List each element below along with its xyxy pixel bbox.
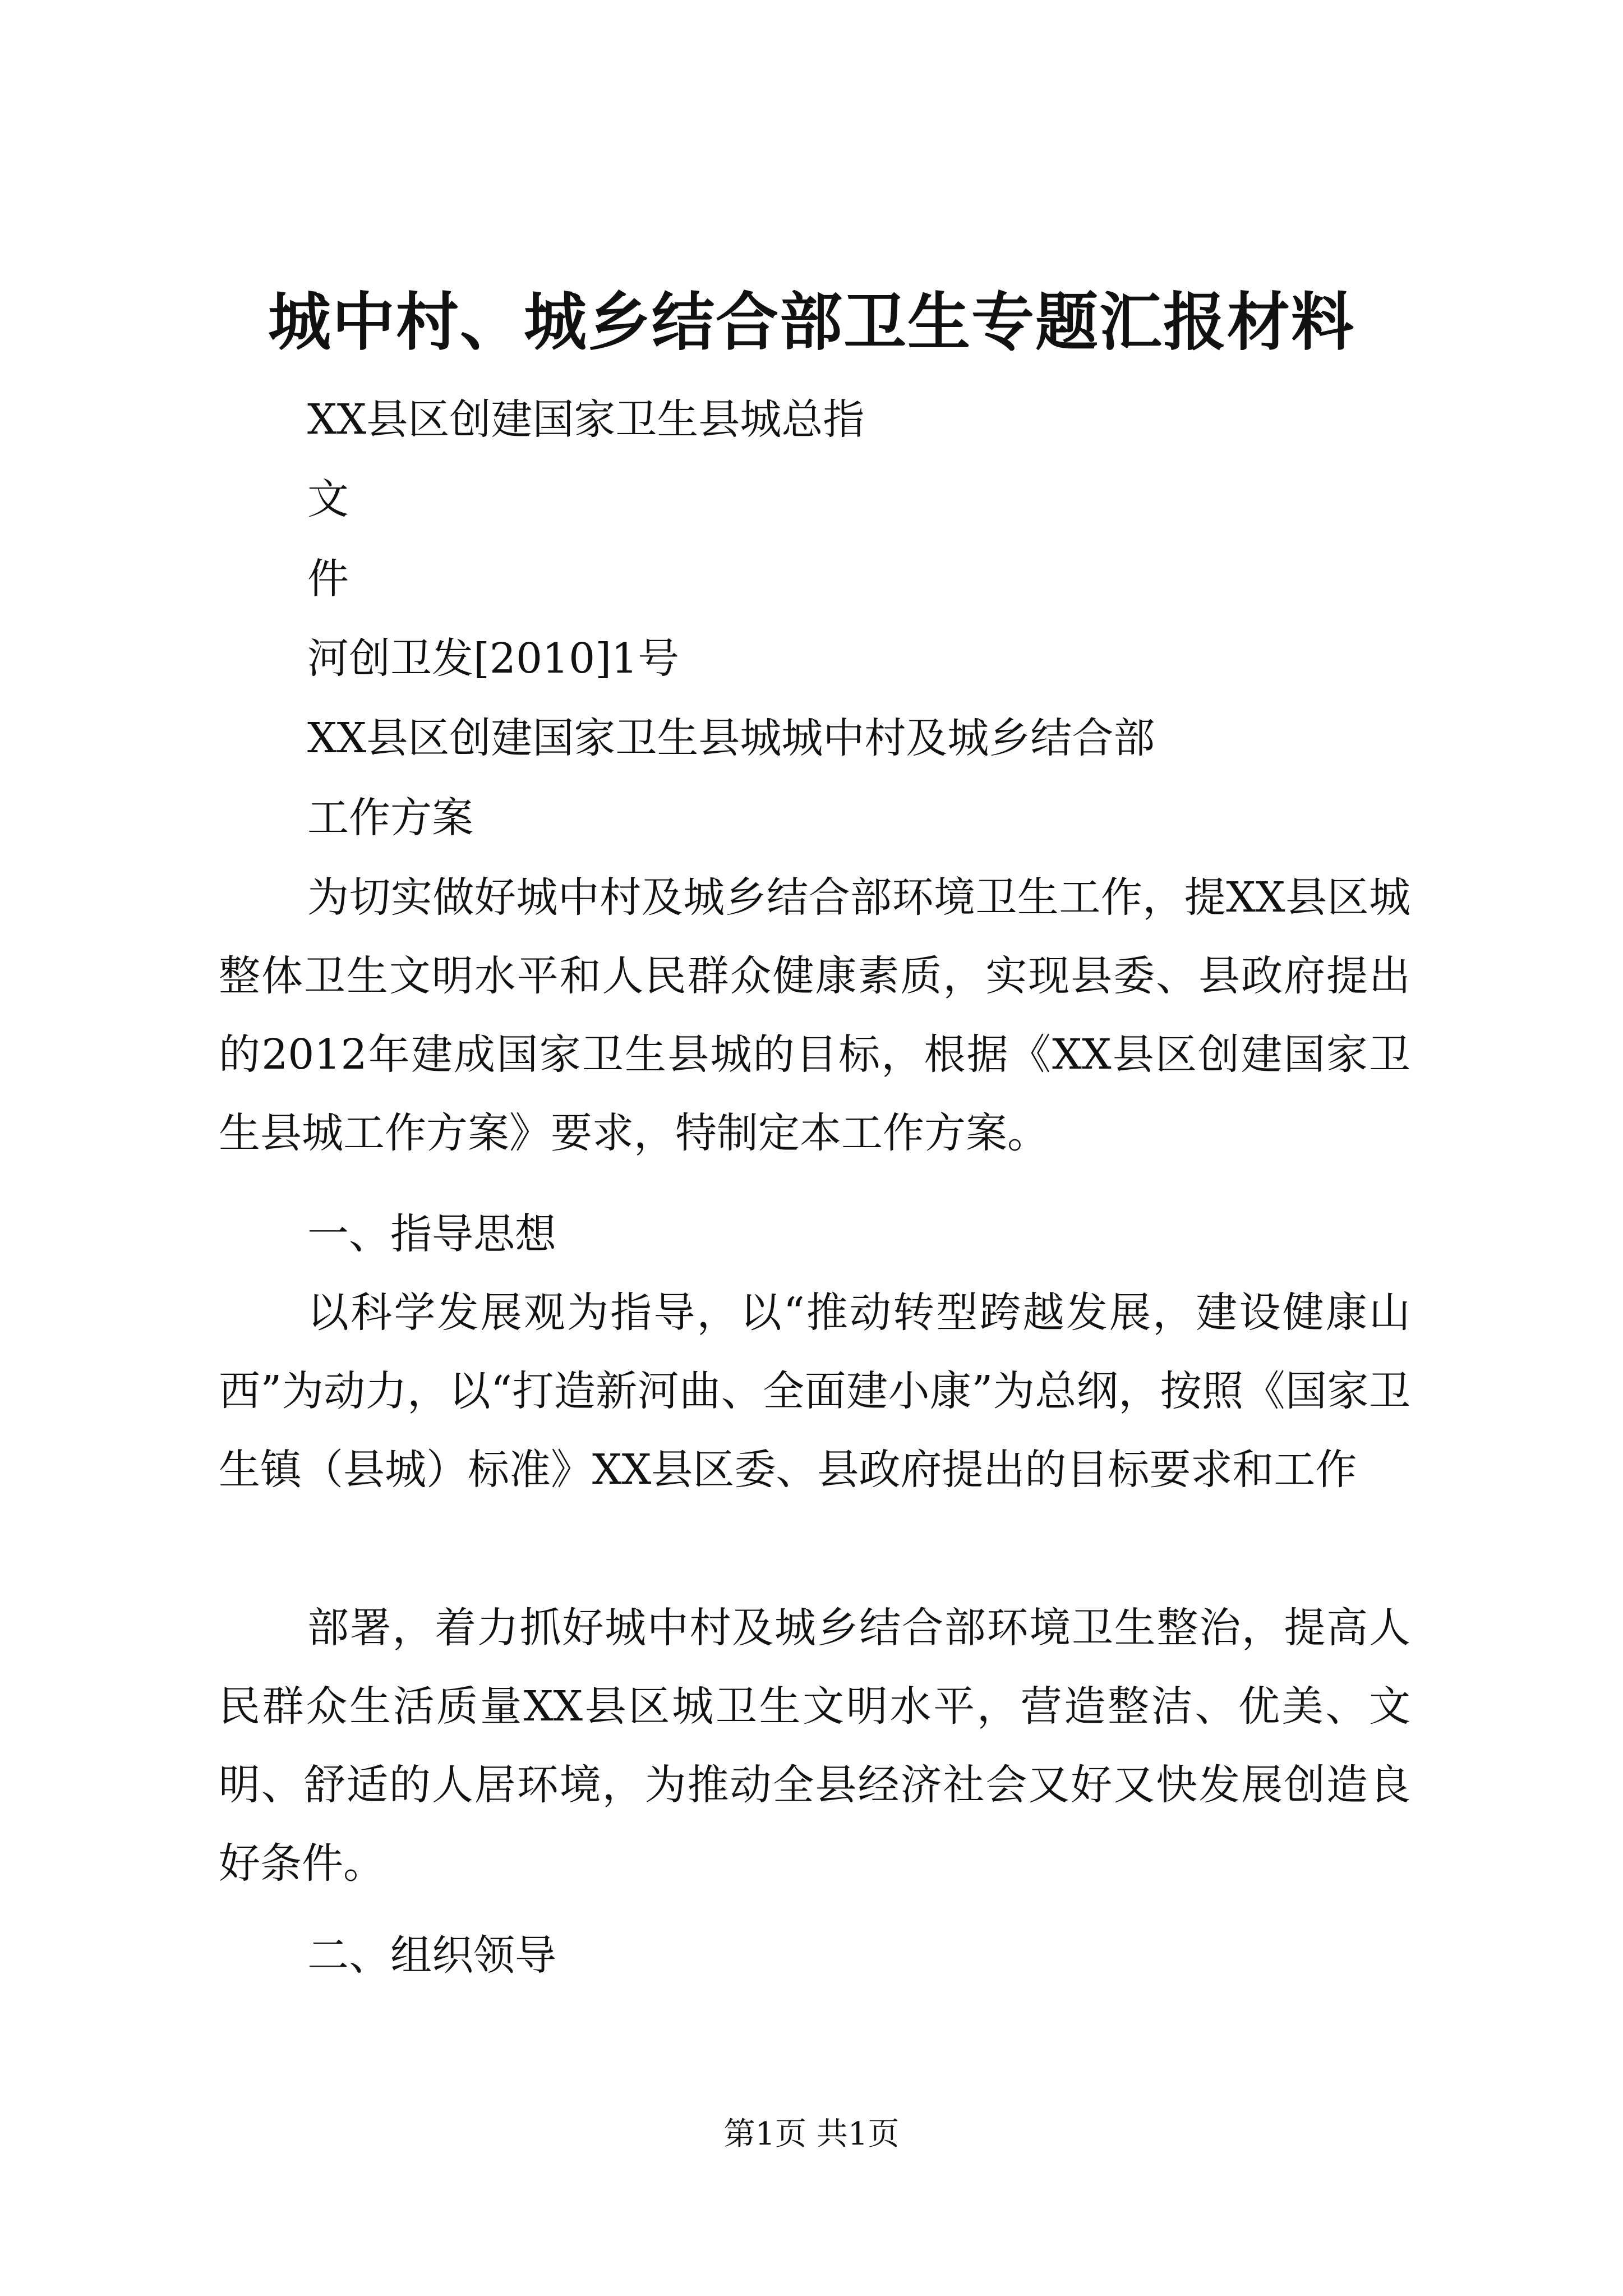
section-heading-organization: 二、组织领导 (307, 1931, 556, 1980)
section-heading-guiding-ideology: 一、指导思想 (307, 1210, 556, 1258)
header-line-doc-number: 河创卫发[2010]1号 (307, 634, 680, 683)
header-line-plan-title: XX县区创建国家卫生县城城中村及城乡结合部 (307, 714, 1155, 762)
document-title: 城中村、城乡结合部卫生专题汇报材料 (268, 286, 1355, 359)
header-line-plan-subtitle: 工作方案 (307, 794, 473, 842)
paragraph-intro: 为切实做好城中村及城乡结合部环境卫生工作，提XX县区城整体卫生文明水平和人民群众健康素质，实现县委、县政府提出的2012年建成国家卫生县城的目标，根据《XX县区创建国家卫生县城工作方案》要求，特制定本工作方案。 (219, 873, 1410, 1157)
paragraph-guiding-ideology: 以科学发展观为指导，以“推动转型跨越发展，建设健康山西”为动力，以“打造新河曲、全面建小康”为总纲，按照《国家卫生镇（县城）标准》XX县区委、县政府提出的目标要求和工作 (219, 1289, 1410, 1494)
header-line-wen: 文 (307, 475, 349, 523)
paragraph-deployment: 部署，着力抓好城中村及城乡结合部环境卫生整治，提高人民群众生活质量XX县区城卫生文明水平，营造整洁、优美、文明、舒适的人居环境，为推动全县经济社会又好又快发展创造良好条件。 (219, 1604, 1410, 1888)
header-line-issuer: XX县区创建国家卫生县城总指 (307, 395, 865, 444)
page-footer: 第1页 共1页 (723, 2116, 900, 2152)
header-line-jian: 件 (307, 555, 349, 603)
